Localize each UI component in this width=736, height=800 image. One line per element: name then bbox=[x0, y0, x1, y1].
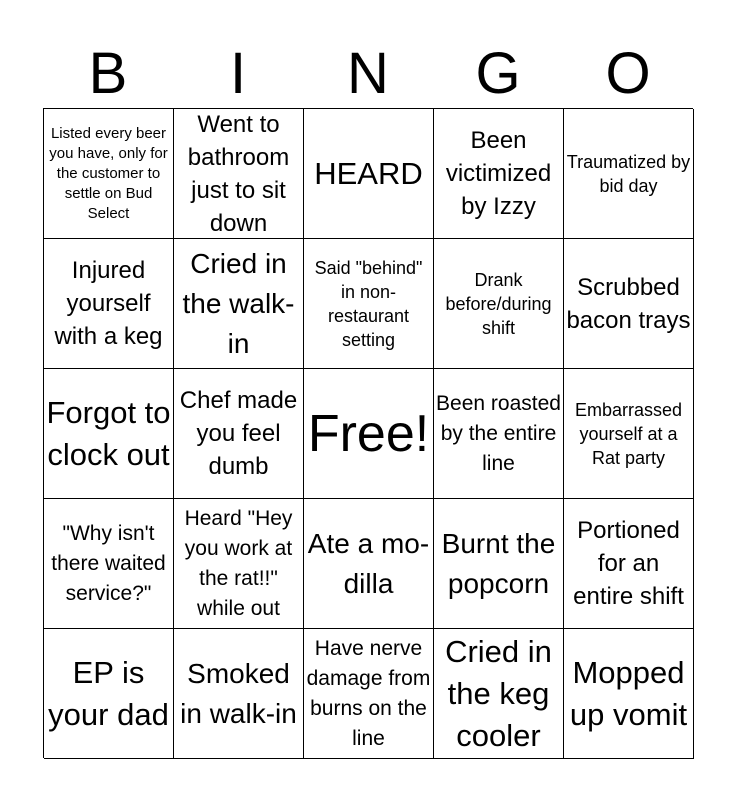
bingo-cell[interactable] bbox=[44, 629, 174, 759]
bingo-cell[interactable] bbox=[564, 629, 694, 759]
cell-text: Went to bathroom just to sit down bbox=[187, 110, 290, 237]
bingo-cell[interactable] bbox=[564, 499, 694, 629]
bingo-cell[interactable] bbox=[434, 629, 564, 759]
header-letter-i: I bbox=[229, 41, 247, 106]
header-letter-n: N bbox=[347, 41, 389, 106]
cell-text: Scrubbed bacon trays bbox=[566, 273, 691, 334]
header-letter-b: B bbox=[88, 41, 128, 106]
cell-text: Cried in the walk-in bbox=[182, 247, 295, 359]
bingo-board bbox=[43, 108, 693, 758]
cell-text: EP is your dad bbox=[48, 654, 169, 732]
bingo-cell[interactable] bbox=[434, 239, 564, 369]
cell-text: Forgot to clock out bbox=[46, 394, 171, 472]
bingo-cell[interactable] bbox=[434, 109, 564, 239]
bingo-cell[interactable] bbox=[44, 369, 174, 499]
header-letter-g: G bbox=[475, 41, 521, 106]
bingo-cell[interactable] bbox=[44, 109, 174, 239]
bingo-cell[interactable] bbox=[304, 499, 434, 629]
bingo-cell[interactable] bbox=[434, 369, 564, 499]
cell-text: Smoked in walk-in bbox=[180, 657, 297, 729]
cell-text: Traumatized by bid day bbox=[566, 151, 691, 196]
bingo-cell[interactable] bbox=[44, 499, 174, 629]
bingo-cell[interactable] bbox=[434, 499, 564, 629]
bingo-cell[interactable] bbox=[304, 629, 434, 759]
bingo-cell[interactable] bbox=[564, 369, 694, 499]
cell-text: Burnt the popcorn bbox=[441, 527, 556, 599]
bingo-cell[interactable] bbox=[304, 109, 434, 239]
free-space-cell[interactable] bbox=[304, 369, 434, 499]
cell-text: Ate a mo-dilla bbox=[307, 527, 430, 599]
cell-text: Chef made you feel dumb bbox=[179, 387, 298, 480]
bingo-cell[interactable] bbox=[174, 499, 304, 629]
bingo-cell[interactable] bbox=[44, 239, 174, 369]
cell-text: Portioned for an entire shift bbox=[573, 517, 684, 610]
bingo-cell[interactable] bbox=[564, 239, 694, 369]
cell-text: Have nerve damage from burns on the line bbox=[306, 636, 431, 750]
cell-text: "Why isn't there waited service?" bbox=[51, 521, 166, 605]
bingo-cell[interactable] bbox=[564, 109, 694, 239]
cell-text: Been victimized by Izzy bbox=[445, 127, 552, 220]
bingo-cell[interactable] bbox=[174, 239, 304, 369]
bingo-cell[interactable] bbox=[174, 109, 304, 239]
cell-text: Cried in the keg cooler bbox=[445, 633, 552, 753]
cell-text: Mopped up vomit bbox=[569, 654, 688, 732]
cell-text: Been roasted by the entire line bbox=[436, 391, 561, 475]
cell-text: Said "behind" in non-restaurant setting bbox=[314, 257, 423, 350]
cell-text: Embarrassed yourself at a Rat party bbox=[574, 399, 683, 468]
cell-text: Injured yourself with a keg bbox=[54, 257, 163, 350]
cell-text: Free! bbox=[307, 404, 430, 463]
cell-text: Heard "Hey you work at the rat!!" while out bbox=[184, 506, 293, 620]
bingo-header bbox=[43, 40, 693, 108]
cell-text: Listed every beer you have, only for the customer to settle on Bud Select bbox=[49, 124, 168, 222]
bingo-cell[interactable] bbox=[304, 239, 434, 369]
cell-text: Drank before/during shift bbox=[445, 269, 552, 338]
header-letter-o: O bbox=[605, 41, 651, 106]
bingo-cell[interactable] bbox=[174, 369, 304, 499]
bingo-cell[interactable] bbox=[174, 629, 304, 759]
cell-text: HEARD bbox=[314, 155, 423, 191]
